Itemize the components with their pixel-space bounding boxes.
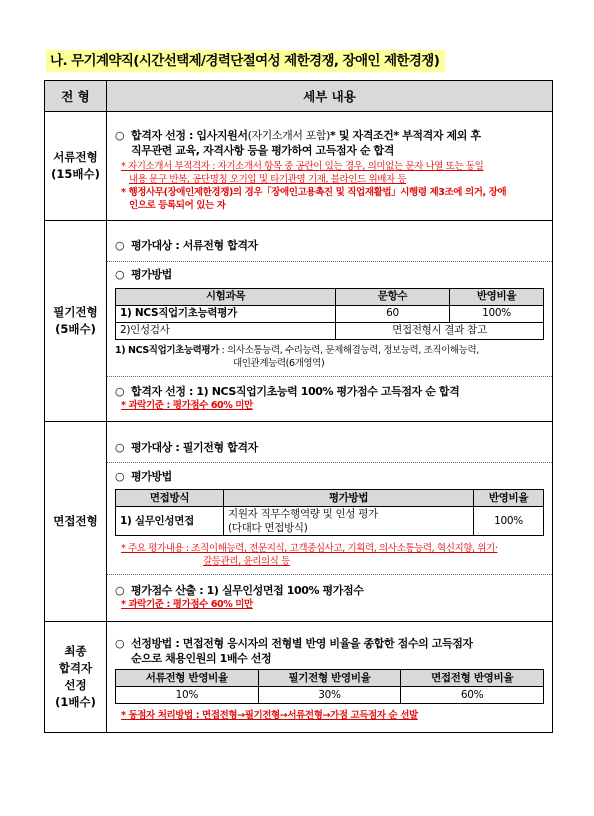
- interview-col-type: 면접방식: [116, 490, 224, 507]
- doc-note-disability: * 행정사무(장애인제한경쟁)의 경우「장애인고용촉진 및 직업재활법」시행령 제3조에 의거, 장애 인으로 등록되어 있는 자: [121, 187, 507, 211]
- interview-col-method: 평가방법: [224, 490, 474, 507]
- final-col-interview: 면접전형 반영비율: [401, 670, 544, 687]
- doc-screening-details: [107, 112, 553, 221]
- written-target: ○ 평가대상 : 서류전형 합격자: [115, 239, 258, 252]
- written-col-ratio: 반영비율: [450, 288, 544, 305]
- written-exam-label: 필기전형 (5배수): [45, 221, 107, 422]
- final-selection-label: 최종 합격자 선정 (1배수): [45, 622, 107, 733]
- written-col-count: 문항수: [336, 288, 450, 305]
- table-row: 1) 실무인성면접 지원자 직무수행역량 및 인성 평가 (다대다 면접방식) 100%: [116, 507, 544, 536]
- interview-details: [107, 422, 553, 622]
- ncs-note: 1) NCS직업기초능력평가 : 의사소통능력, 수리능력, 문제해결능력, 정보능력, 조직이해능력, 대인관계능력(6개영역): [115, 344, 479, 369]
- table-header-row: [45, 81, 553, 112]
- interview-col-ratio: 반영비율: [474, 490, 544, 507]
- recruitment-process-table: [44, 80, 553, 733]
- doc-screening-row: [45, 112, 553, 221]
- interview-score: ○ 평가점수 산출 : 1) 실무인성면접 100% 평가점수: [115, 584, 364, 597]
- doc-screening-label: 서류전형 (15배수): [45, 112, 107, 221]
- written-fail-standard: * 과락기준 : 평가점수 60% 미만: [121, 399, 253, 411]
- interview-note: * 주요 평가내용 : 조직이해능력, 전문지식, 고객중심사고, 기획력, 의사소통능력, 혁신지향, 위기· 갈등관리, 윤리의식 등: [121, 543, 498, 567]
- final-selection-details: [107, 622, 553, 733]
- header-details: 세부 내용: [107, 81, 553, 112]
- written-exam-row: [45, 221, 553, 422]
- table-row: 10% 30% 60%: [116, 687, 544, 704]
- written-col-subject: 시험과목: [116, 288, 336, 305]
- interview-method-title: ○ 평가방법: [115, 469, 172, 483]
- interview-fail-standard: * 과락기준 : 평가점수 60% 미만: [121, 599, 253, 610]
- interview-table: [115, 489, 544, 536]
- table-row: 2)인성검사 면접전형시 결과 참고: [116, 322, 544, 339]
- interview-target: ○ 평가대상 : 필기전형 합격자: [115, 440, 258, 454]
- final-ratio-table: [115, 669, 544, 704]
- doc-selection: ○ 합격자 선정 : 입사지원서(자기소개서 포함)* 및 자격조건* 부적격자 제외 후 직무관련 교육, 자격사항 등을 평가하여 고득점자 순 합격: [115, 129, 481, 157]
- interview-row: [45, 422, 553, 622]
- final-col-written: 필기전형 반영비율: [258, 670, 401, 687]
- header-stage: 전 형: [45, 81, 107, 112]
- interview-label: 면접전형: [45, 422, 107, 622]
- final-col-doc: 서류전형 반영비율: [116, 670, 259, 687]
- final-selection-row: [45, 622, 553, 733]
- written-selection: ○ 합격자 선정 : 1) NCS직업기초능력 100% 평가점수 고득점자 순 합격: [115, 384, 460, 398]
- written-method-title: ○ 평가방법: [115, 268, 172, 281]
- written-exam-table: [115, 288, 544, 340]
- table-row: 1) NCS직업기초능력평가 60 100%: [116, 305, 544, 322]
- final-method: ○ 선정방법 : 면접전형 응시자의 전형별 반영 비율을 종합한 점수의 고득점자 순으로 채용인원의 1배수 선정: [115, 637, 473, 665]
- doc-note-ineligible: * 자기소개서 부적격자 : 자기소개서 항목 중 공란이 있는 경우, 의미없는 문자 나열 또는 동일 내용 문구 반복, 공단명칭 오기입 및 타기관명 기재, 블라인드 위배자 등: [121, 161, 484, 185]
- final-tie-rule: * 동점자 처리방법 : 면접전형→필기전형→서류전형→가점 고득점자 순 선발: [121, 710, 418, 721]
- written-exam-details: [107, 221, 553, 422]
- section-heading: 나. 무기계약직(시간선택제/경력단절여성 제한경쟁, 장애인 제한경쟁): [46, 50, 445, 72]
